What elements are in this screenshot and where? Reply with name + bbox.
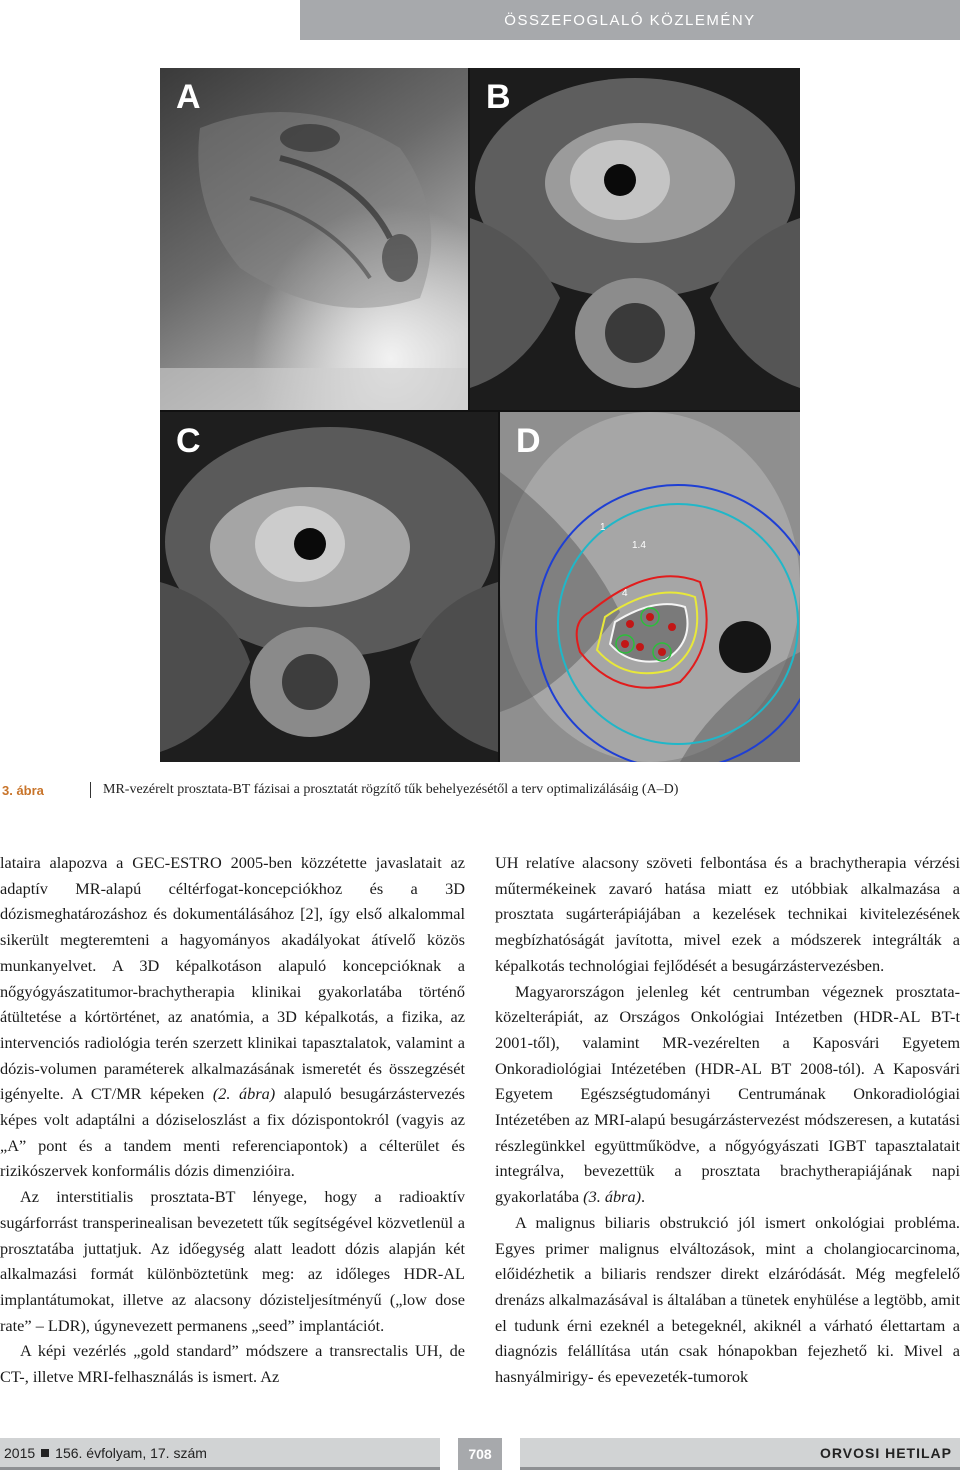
left-paragraph-2: Az interstitialis prosztata-BT lényege, hogy a radioaktív sugárforrást transperinealisan bevezetett tűk segítségével közvetlenül a prosztatába juttatjuk. Az időegység alatt leadott dózis alapján két alkalmazási formát különböztetünk meg: az időleges HDR-AL implantátumokat, illetve az alacsony dózisteljesítményű („low dose rate” – LDR), úgynevezett permanens „seed” implantációt. (0, 1187, 465, 1335)
left-column (0, 850, 465, 1420)
panel-b-image (470, 68, 800, 410)
figure-ref-2: (2. ábra) (212, 1084, 276, 1104)
panel-a-label: A (176, 78, 201, 116)
panel-a-image (160, 68, 468, 410)
square-bullet-icon (41, 1449, 49, 1457)
page-number: 708 (458, 1438, 502, 1470)
left-paragraph-3: A képi vezérlés „gold standard” módszere a transrectalis UH, de CT-, illetve MRI-felhasználás is ismert. Az (0, 1341, 465, 1387)
section-header (300, 0, 960, 40)
figure-ref-3: (3. ábra) (583, 1187, 642, 1207)
isodose-label-1: 1 (600, 522, 606, 533)
panel-d-label: D (516, 422, 541, 460)
caption-label: 3. ábra (2, 782, 44, 798)
footer-volume: 156. évfolyam, 17. szám (55, 1444, 207, 1461)
isodose-label-1-4: 1.4 (632, 540, 646, 551)
right-paragraph-2: Magyarországon jelenleg két centrumban végeznek prosztata-közelterápiát, az Országos Onkológiai Intézetben (HDR-AL BT-t 2001-től), valamint MR-vezérelten a Kaposvári Egyetem Onkoradiológiai Intézetében (HDR-AL BT 2008-tól). A Kaposvári Egyetem Egészségtudományi Centrumának Onkoradiológiai Intézetében az MRI-alapú besugárzástervezést módszeresen, a kutatási részlegünkkel együttműködve, a nőgyógyászati IGBT tapasztalatait integrálva, bevezettük a prosztata brachytherapiájának napi gyakorlatába (3. ábra). (495, 981, 960, 1207)
panel-c-image (160, 412, 498, 762)
left-paragraph-1: lataira alapozva a GEC-ESTRO 2005-ben közzétette javaslatait az adaptív MR-alapú céltérfogat-koncepciókhoz és a 3D dózismeghatározáshoz és dokumentálásához [2], így első alkalommal sikerült megteremteni a hagyományos akadályokat átívelő közös munkanyelvet. A 3D képalkotáson alapuló koncepcióknak a nőgyógyászatitumor-brachytherapia klinikai gyakorlatába történő átültetése a kórtörténet, az anatómia, a 3D képalkotás, a fizika, az intervenciós radiológia terén szerzett klinikai tapasztalatok, valamint a dózis-volumen paraméterek alkalmazásának ismeretét és összegzését igényelte. A CT/MR képeken (2. ábra) alapuló besugárzástervezés képes volt adaptálni a dóziseloszlást a fix dózispontokról (vagyis az „A” pont és a tandem menti referenciapontok) a célterület és rizikószervek konformális dózis dimenzióira. (0, 853, 466, 1181)
right-column (495, 850, 960, 1420)
mri-figure (160, 68, 800, 762)
caption-divider (90, 782, 91, 798)
panel-c-label: C (176, 422, 201, 460)
footer-year: 2015 (4, 1444, 36, 1461)
figure-caption (0, 778, 960, 802)
caption-text: MR-vezérelt prosztata-BT fázisai a prosztatát rögzítő tűk behelyezésétől a terv optimalizálásáig (A–D) (103, 782, 679, 797)
page-footer (0, 1438, 960, 1470)
right-paragraph-3: A malignus biliaris obstrukció jól ismert onkológiai probléma. Egyes primer malignus elváltozások, mint a cholangiocarcinoma, előidézhetik a biliaris rendszer direkt elzáródását. Még megfelelő drenázs alkalmazásával is általában a tünetek enyhülése a legtöbb, amit el tudunk érni ezeknél a betegeknél, akiknél a várható élettartam a diagnózis felállítása után csak hónapokban fejezhető ki. Mivel a hasnyálmirigy- és epevezeték-tumorok (495, 1212, 960, 1387)
section-title: ÖSSZEFOGLALÓ KÖZLEMÉNY (504, 11, 756, 29)
isodose-label-4: 4 (622, 588, 628, 599)
footer-issue (0, 1438, 440, 1470)
panel-d-image (500, 412, 800, 762)
journal-name: ORVOSI HETILAP (520, 1438, 960, 1470)
right-paragraph-1: UH relatíve alacsony szöveti felbontása és a brachytherapia vérzési műtermékeinek zavaró hatása miatt ez utóbbiak alkalmazása a prosztata sugárterápiájában a kezelések technikai kivitelezésének megbízhatóságát javította, mivel ezek a módszerek integrálták a képalkotás technológiai fejlődését a besugárzástervezésben. (495, 853, 960, 975)
panel-b-label: B (486, 78, 511, 116)
